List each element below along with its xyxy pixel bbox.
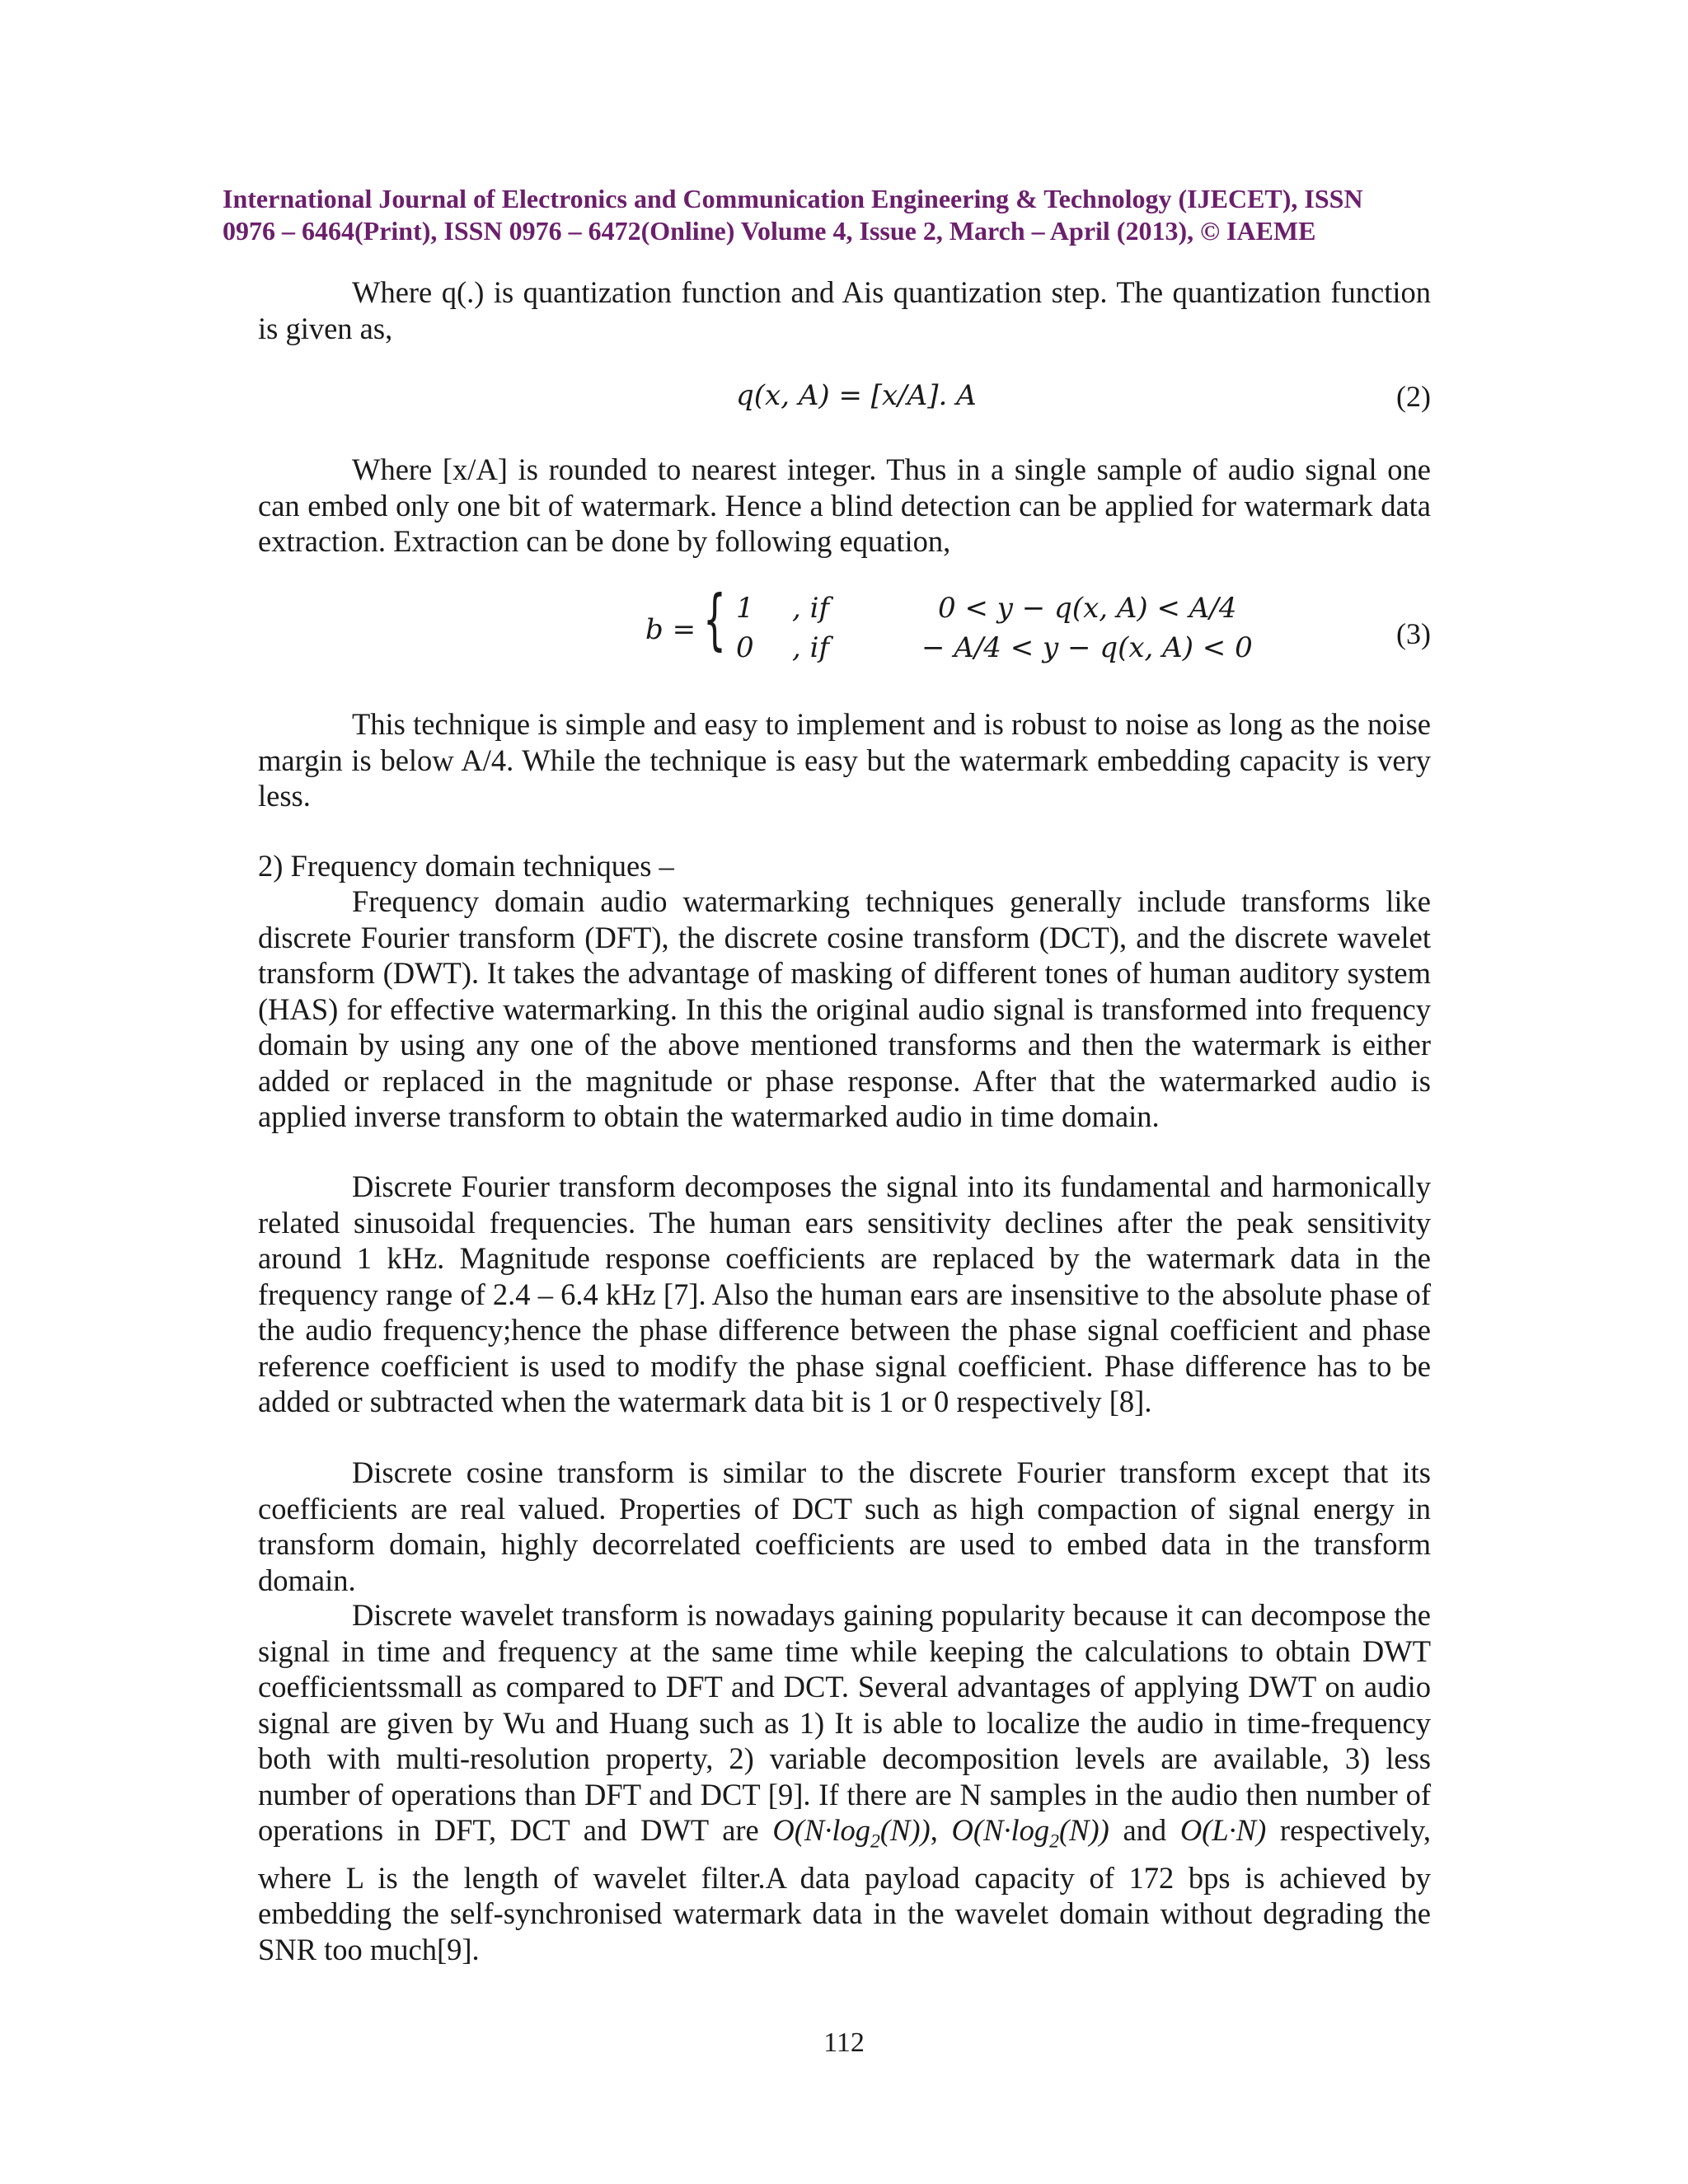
equation-3-row-2-condition: , if — [792, 631, 830, 664]
paragraph-1: Where q(.) is quantization function and Ais quantization step. The quantization function is given as, — [258, 275, 1431, 345]
equation-3-row-2-expression: − A/4 < y − q(x, A) < 0 — [921, 631, 1253, 664]
section-heading: 2) Frequency domain techniques – — [258, 849, 674, 883]
paragraph-7-part-b: respectively, where L is the length of wavelet filter.A data payload capacity of 172 bps is achieved by embedding the self-synchronised watermark data in the wavelet domain without degrading the SNR too much[9]. — [258, 1813, 1432, 1966]
equation-3-number: (3) — [1396, 617, 1431, 650]
equation-3-row-2-value: 0 — [736, 631, 754, 664]
paragraph-4: Frequency domain audio watermarking techniques generally include transforms like discrete Fourier transform (DFT), the discrete cosine transform (DCT), and the discrete wavelet transform (DWT). It takes the advantage of masking of different tones of human auditory system (HAS) for effective watermarking. In this the original audio signal is transformed into frequency domain by using any one of the above mentioned transforms and then the watermark is either added or replaced in the magnitude or phase response. After that the watermarked audio is applied inverse transform to obtain the watermarked audio in time domain. — [258, 884, 1431, 1133]
equation-3-row-1-value: 1 — [736, 592, 754, 625]
equation-2-number: (2) — [1396, 380, 1431, 413]
paragraph-2: Where [x/A] is rounded to nearest integer. Thus in a single sample of audio signal one can embed only one bit of watermark. Hence a blind detection can be applied for watermark data extraction. Extraction can be done by following equation, — [258, 452, 1431, 558]
left-brace-icon: { — [703, 581, 726, 658]
equation-2-formula: q(x, A) = [x/A]. A — [736, 379, 977, 412]
complexity-dft: $O(N\cdot\log_2(N))$ — [772, 1813, 931, 1853]
header-line-2: 0976 – 6464(Print), ISSN 0976 – 6472(Online) Volume 4, Issue 2, March – April (2013), © IAEME — [223, 216, 1316, 246]
complexity-dwt: O(L·N) — [1179, 1813, 1267, 1847]
journal-header — [223, 183, 1432, 247]
equation-3-lhs: b = — [645, 613, 696, 646]
equation-2 — [258, 379, 1431, 415]
paragraph-5: Discrete Fourier transform decomposes the signal into its fundamental and harmonically related sinusoidal frequencies. The human ears sensitivity declines after the peak sensitivity around 1 kHz. Magnitude response coefficients are replaced by the watermark data in the frequency range of 2.4 – 6.4 kHz [7]. Also the human ears are insensitive to the absolute phase of the audio frequency;hence the phase difference between the phase signal coefficient and phase reference coefficient is used to modify the phase signal coefficient. Phase difference has to be added or subtracted when the watermark data bit is 1 or 0 respectively [8]. — [258, 1169, 1431, 1418]
complexity-dct: $O(N\cdot\log_2(N))$ — [951, 1813, 1109, 1853]
page-number: 112 — [823, 2027, 865, 2058]
paragraph-3: This technique is simple and easy to implement and is robust to noise as long as the noise margin is below A/4. While the technique is easy but the watermark embedding capacity is very less. — [258, 707, 1431, 813]
header-line-1: International Journal of Electronics and Communication Engineering & Technology (IJECET), ISSN — [223, 184, 1363, 213]
paragraph-6: Discrete cosine transform is similar to the discrete Fourier transform except that its coefficients are real valued. Properties of DCT such as high compaction of signal energy in transform domain, highly decorrelated coefficients are used to embed data in the transform domain. — [258, 1455, 1431, 1597]
equation-3 — [258, 581, 1431, 671]
equation-3-row-1-condition: , if — [792, 592, 830, 625]
paragraph-7: Discrete wavelet transform is nowadays gaining popularity because it can decompose the signal in time and frequency at the same time while keeping the calculations to obtain DWT coefficientssmall as compared to DFT and DCT. Several advantages of applying DWT on audio signal are given by Wu and Huang such as 1) It is able to localize the audio in time-frequency both with multi-resolution property, 2) variable decomposition levels are available, 3) less number of operations than DFT and DCT [9]. If there are N samples in the audio then number of operations in DFT, DCT and DWT are $O(N\cdot\log_2(N))$, $O(N\cdot\log_2(N))$ and O(L·N) respectively, where L is the length of wavelet filter.A data payload capacity of 172 bps is achieved by embedding the self-synchronised watermark data in the wavelet domain without degrading the SNR too much[9]. — [258, 1598, 1432, 1966]
equation-3-row-1-expression: 0 < y − q(x, A) < A/4 — [938, 592, 1237, 625]
paragraph-7-part-a: Discrete wavelet transform is nowadays gaining popularity because it can decompose the signal in time and frequency at the same time while keeping the calculations to obtain DWT coefficientssmall as compared to DFT and DCT. Several advantages of applying DWT on audio signal are given by Wu and Huang such as 1) It is able to localize the audio in time-frequency both with multi-resolution property, 2) variable decomposition levels are available, 3) less number of operations than DFT and DCT [9]. If there are N samples in the audio then number of operations in DFT, DCT and DWT are — [258, 1598, 1431, 1847]
